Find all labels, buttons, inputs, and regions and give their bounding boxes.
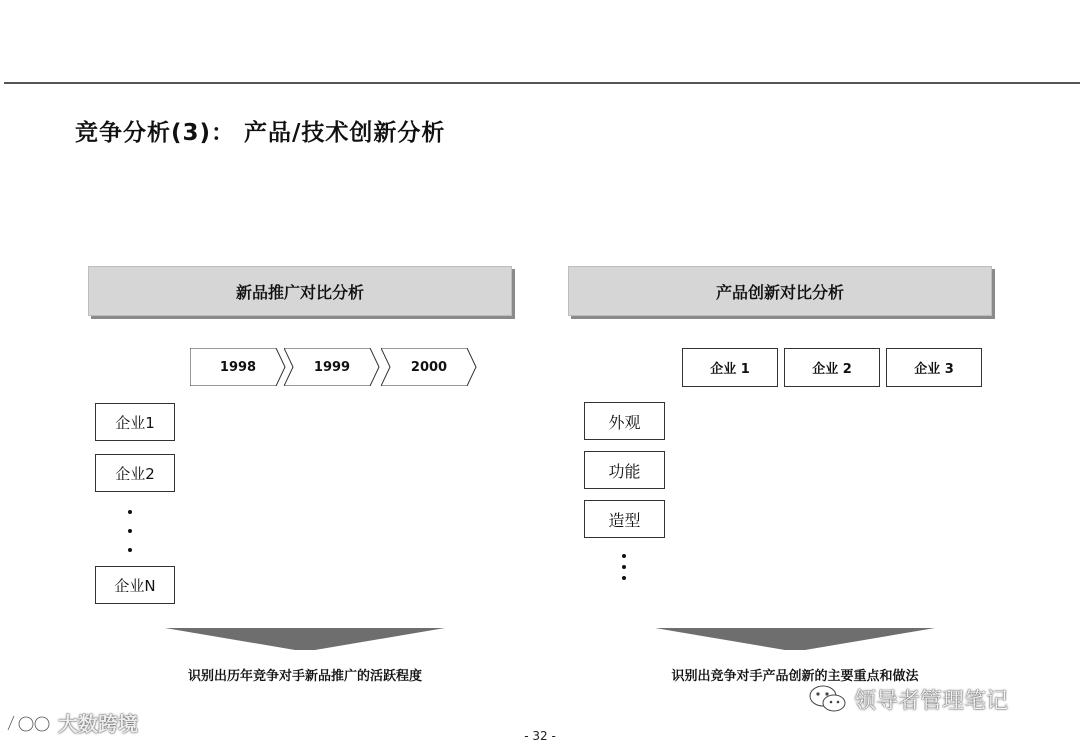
year-chevron-2000 bbox=[381, 348, 477, 386]
right-panel-heading bbox=[568, 266, 992, 316]
row-label-company-n bbox=[95, 566, 175, 604]
slide-title: 竞争分析(3)： 产品/技术创新分析 bbox=[75, 120, 446, 146]
company-header-3 bbox=[886, 348, 982, 387]
year-chevron-1998 bbox=[190, 348, 286, 386]
company-header-text: 企业 1 bbox=[710, 362, 750, 377]
attribute-function bbox=[584, 451, 665, 489]
ellipsis-dot bbox=[128, 510, 132, 514]
attribute-text: 功能 bbox=[608, 461, 641, 481]
ellipsis-dot bbox=[622, 576, 626, 580]
attribute-appearance bbox=[584, 402, 665, 440]
company-header-1 bbox=[682, 348, 778, 387]
year-label: 1999 bbox=[313, 359, 351, 375]
row-label-text: 企业1 bbox=[115, 413, 155, 432]
top-rule bbox=[4, 82, 1080, 84]
attribute-styling bbox=[584, 500, 665, 538]
row-label-company-2 bbox=[95, 454, 175, 492]
brand-logo-icon bbox=[4, 710, 54, 736]
left-conclusion: 识别出历年竞争对手新品推广的活跃程度 bbox=[187, 669, 422, 684]
year-chevron-1999 bbox=[284, 348, 380, 386]
page-number: - 32 - bbox=[524, 729, 556, 743]
watermark-right-text: 领导者管理笔记 bbox=[854, 688, 1009, 714]
row-label-text: 企业N bbox=[114, 576, 156, 595]
attribute-text: 造型 bbox=[608, 510, 641, 530]
right-conclusion: 识别出竞争对手产品创新的主要重点和做法 bbox=[671, 669, 919, 684]
company-header-text: 企业 3 bbox=[914, 362, 954, 377]
watermark-right bbox=[808, 683, 1008, 715]
row-label-text: 企业2 bbox=[115, 464, 155, 483]
left-panel-heading bbox=[88, 266, 512, 316]
ellipsis-dot bbox=[128, 529, 132, 533]
ellipsis-dot bbox=[128, 548, 132, 552]
year-label: 2000 bbox=[410, 359, 448, 375]
year-label: 1998 bbox=[219, 359, 257, 375]
right-panel-heading-text: 产品创新对比分析 bbox=[715, 282, 844, 302]
right-funnel-arrow bbox=[655, 628, 935, 650]
watermark-left bbox=[4, 708, 138, 737]
left-funnel-arrow bbox=[165, 628, 445, 650]
ellipsis-dot bbox=[622, 554, 626, 558]
row-label-company-1 bbox=[95, 403, 175, 441]
company-header-text: 企业 2 bbox=[812, 362, 852, 377]
watermark-left-text: 大数跨境 bbox=[58, 712, 138, 736]
company-header-2 bbox=[784, 348, 880, 387]
attribute-text: 外观 bbox=[608, 412, 641, 432]
left-panel-heading-text: 新品推广对比分析 bbox=[235, 282, 364, 302]
wechat-icon bbox=[808, 683, 848, 715]
ellipsis-dot bbox=[622, 565, 626, 569]
